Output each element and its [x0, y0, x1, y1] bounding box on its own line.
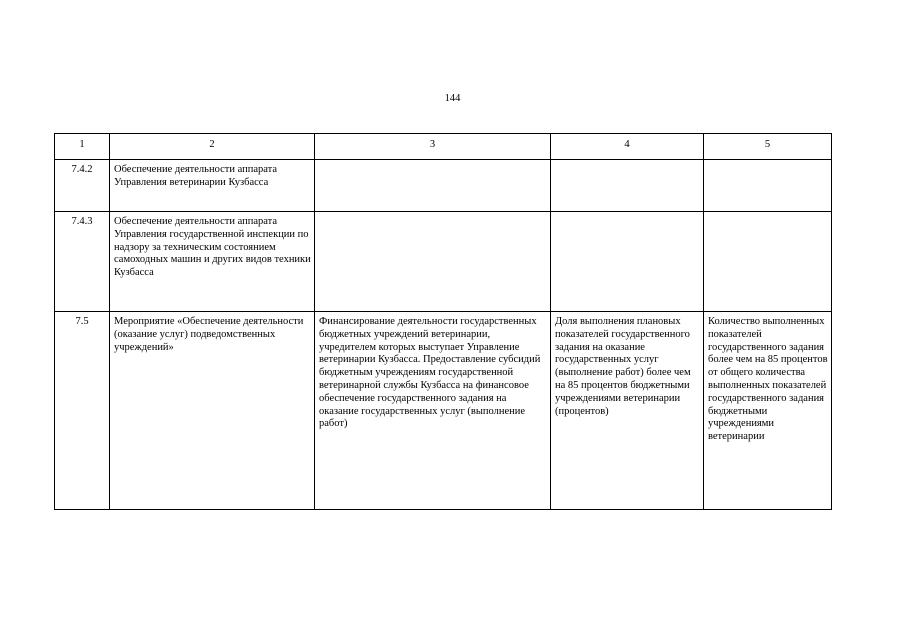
row-indicator: Доля выполнения плановых показателей государственного задания на оказание государственных услуг (выполнение работ) более чем на 85 процентов бюджетными учреждениями ветеринарии (процентов) [551, 312, 704, 510]
column-header-3: 3 [315, 134, 551, 160]
row-name: Обеспечение деятельности аппарата Управления ветеринарии Кузбасса [110, 160, 315, 212]
column-header-2: 2 [110, 134, 315, 160]
row-name: Мероприятие «Обеспечение деятельности (оказание услуг) подведомственных учреждений» [110, 312, 315, 510]
row-name: Обеспечение деятельности аппарата Управления государственной инспекции по надзору за техническим состоянием самоходных машин и других видов техники Кузбасса [110, 212, 315, 312]
page-number: 144 [444, 93, 461, 104]
column-header-4: 4 [551, 134, 704, 160]
program-table [54, 133, 832, 510]
row-description [315, 212, 551, 312]
row-indicator [551, 160, 704, 212]
table-row [55, 160, 832, 212]
row-result [704, 160, 832, 212]
row-result [704, 212, 832, 312]
row-result: Количество выполненных показателей государственного задания более чем на 85 процентов от общего количества выполненных показателей государственного задания бюджетными учреждениями ветеринарии [704, 312, 832, 510]
column-header-1: 1 [55, 134, 110, 160]
row-description: Финансирование деятельности государственных бюджетных учреждений ветеринарии, учредителем которых выступает Управление ветеринарии Кузбасса. Предоставление субсидий бюджетным учреждениям государственной ветеринарной службы Кузбасса на финансовое обеспечение государственного задания на оказание государственных услуг (выполнение работ) [315, 312, 551, 510]
row-number: 7.4.2 [55, 160, 110, 212]
table-header-row [55, 134, 832, 160]
row-description [315, 160, 551, 212]
row-indicator [551, 212, 704, 312]
column-header-5: 5 [704, 134, 832, 160]
row-number: 7.5 [55, 312, 110, 510]
table-row [55, 312, 832, 510]
row-number: 7.4.3 [55, 212, 110, 312]
table-row [55, 212, 832, 312]
